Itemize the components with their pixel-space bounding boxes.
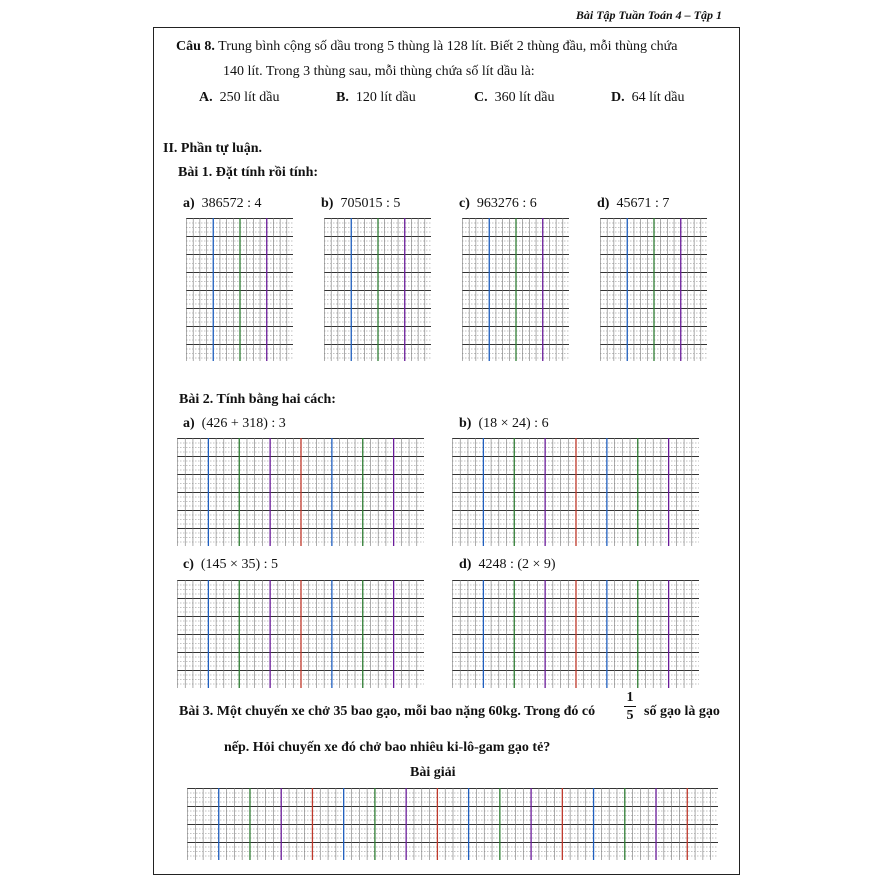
option-c[interactable] bbox=[474, 90, 555, 106]
answer-grid-1a[interactable] bbox=[186, 218, 293, 361]
question-8-line-2: 140 lít. Trong 3 thùng sau, mỗi thùng chứa số lít dầu là: bbox=[223, 64, 535, 79]
item-letter: a) bbox=[183, 416, 195, 431]
option-c-letter: C. bbox=[474, 90, 488, 105]
answer-grid-2d[interactable] bbox=[452, 580, 699, 688]
item-expression: 963276 : 6 bbox=[476, 196, 537, 211]
item-letter: a) bbox=[183, 196, 195, 211]
item-letter: d) bbox=[597, 196, 610, 211]
option-c-text: 360 lít dầu bbox=[494, 90, 555, 105]
item-expression: 386572 : 4 bbox=[201, 196, 262, 211]
answer-grid-1c[interactable] bbox=[462, 218, 569, 361]
item-letter: c) bbox=[459, 196, 470, 211]
exercise-1-item-b bbox=[321, 196, 400, 212]
option-b[interactable] bbox=[336, 90, 416, 106]
option-a[interactable] bbox=[199, 90, 280, 106]
solution-label: Bài giải bbox=[410, 765, 456, 780]
grid-svg bbox=[600, 218, 707, 361]
item-expression: 45671 : 7 bbox=[616, 196, 670, 211]
exercise-2-item-d bbox=[459, 557, 556, 573]
exercise-1-item-c bbox=[459, 196, 537, 212]
item-letter: b) bbox=[459, 416, 472, 431]
grid-svg bbox=[452, 438, 699, 546]
item-expression: (145 × 35) : 5 bbox=[200, 557, 278, 572]
fraction-numerator: 1 bbox=[626, 690, 634, 705]
item-letter: b) bbox=[321, 196, 334, 211]
option-a-text: 250 lít dầu bbox=[219, 90, 280, 105]
option-d[interactable] bbox=[611, 90, 685, 106]
item-expression: (426 + 318) : 3 bbox=[201, 416, 286, 431]
page-header: Bài Tập Tuần Toán 4 – Tập 1 bbox=[575, 8, 722, 22]
item-expression: (18 × 24) : 6 bbox=[478, 416, 549, 431]
question-8-line-1 bbox=[176, 39, 677, 55]
question-8-label: Câu 8. bbox=[176, 39, 215, 54]
item-letter: d) bbox=[459, 557, 472, 572]
grid-svg bbox=[177, 580, 424, 688]
answer-grid-2a[interactable] bbox=[177, 438, 424, 546]
answer-grid-2c[interactable] bbox=[177, 580, 424, 688]
grid-svg bbox=[187, 788, 718, 860]
option-b-letter: B. bbox=[336, 90, 349, 105]
option-b-text: 120 lít dầu bbox=[355, 90, 416, 105]
exercise-2-item-c bbox=[183, 557, 278, 573]
fraction-denominator: 5 bbox=[626, 708, 634, 723]
item-expression: 4248 : (2 × 9) bbox=[478, 557, 556, 572]
exercise-3-line-1: Bài 3. Một chuyến xe chở 35 bao gạo, mỗi bao nặng 60kg. Trong đó có bbox=[179, 704, 596, 719]
answer-grid-2b[interactable] bbox=[452, 438, 699, 546]
answer-grid-3[interactable] bbox=[187, 788, 718, 860]
exercise-2-item-b bbox=[459, 416, 549, 432]
option-a-letter: A. bbox=[199, 90, 213, 105]
question-8-text: Trung bình cộng số dầu trong 5 thùng là 128 lít. Biết 2 thùng đầu, mỗi thùng chứa bbox=[218, 39, 678, 54]
exercise-1-item-d bbox=[597, 196, 669, 212]
exercise-1-title: Bài 1. Đặt tính rồi tính: bbox=[178, 165, 319, 180]
exercise-2-title: Bài 2. Tính bằng hai cách: bbox=[179, 392, 336, 407]
item-expression: 705015 : 5 bbox=[340, 196, 401, 211]
grid-svg bbox=[186, 218, 293, 361]
fraction-bar bbox=[624, 706, 636, 707]
exercise-2-item-a bbox=[183, 416, 286, 432]
exercise-1-item-a bbox=[183, 196, 262, 212]
part-2-heading: II. Phần tự luận. bbox=[163, 141, 263, 156]
exercise-3-line-2: nếp. Hỏi chuyến xe đó chở bao nhiêu ki-lô-gam gạo tẻ? bbox=[224, 740, 551, 755]
exercise-3-line-1-end: số gạo là gạo bbox=[644, 704, 720, 719]
grid-svg bbox=[324, 218, 431, 361]
item-letter: c) bbox=[183, 557, 194, 572]
answer-grid-1d[interactable] bbox=[600, 218, 707, 361]
option-d-letter: D. bbox=[611, 90, 625, 105]
fraction-one-fifth bbox=[624, 690, 636, 723]
grid-svg bbox=[177, 438, 424, 546]
answer-grid-1b[interactable] bbox=[324, 218, 431, 361]
option-d-text: 64 lít dầu bbox=[631, 90, 685, 105]
grid-svg bbox=[462, 218, 569, 361]
grid-svg bbox=[452, 580, 699, 688]
